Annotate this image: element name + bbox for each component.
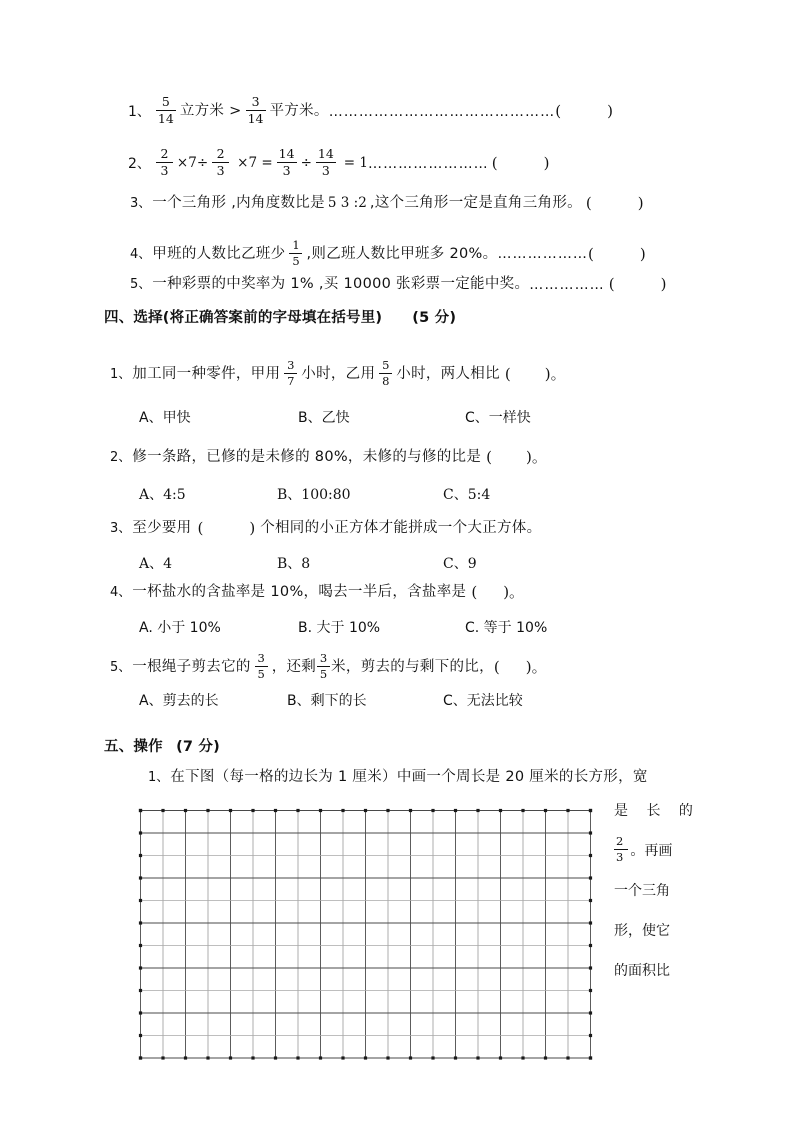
q5-text-a: 一根绳子剪去它的 [132, 659, 251, 676]
judge-item-4-answer-open: ( [588, 244, 594, 263]
judge-item-3-answer-open: ( [585, 194, 592, 212]
judge-item-3-text-b: ,这个三角形一定是直角三角形。 [369, 195, 582, 212]
judge-item-2 [128, 148, 550, 179]
judge-item-1-answer-open: ( [555, 102, 562, 120]
judge-item-1-text-a: 立方米 > [179, 103, 242, 120]
grid-svg [138, 808, 593, 1061]
section-four-q1 [110, 360, 566, 389]
judge-item-5-text: 一种彩票的中奖率为 1% ,买 10000 张彩票一定能中奖。 [152, 276, 530, 293]
fraction-5-8: $\frac{5}{8}$ [379, 359, 392, 388]
section-four-heading [104, 306, 456, 327]
q4-answer-open: ( [471, 583, 478, 601]
judge-item-2-op2: ×7 = [237, 154, 273, 171]
q4-text: 一杯盐水的含盐率是 10%，喝去一半后，含盐率是 [132, 584, 467, 601]
judge-item-3-ratio: 5 3 :2 [327, 194, 367, 211]
fraction-14-3-a: $\frac{14}{3}$ [278, 146, 295, 178]
fraction-3-14: $\frac{3}{14}$ [247, 94, 264, 126]
section-five-title: 五、操作 [104, 739, 163, 755]
q3-answer-open: ( [197, 519, 204, 537]
q2-option-c[interactable]: C、5:4 [443, 487, 491, 503]
q4-option-c[interactable]: C. 等于 10% [465, 620, 548, 636]
judge-item-5-answer-open: ( [608, 275, 615, 293]
section-five-points: (7 分) [176, 739, 220, 755]
q1-text-a: 加工同一种零件，甲用 [132, 366, 281, 383]
judge-item-5-answer-close: ) [660, 275, 667, 293]
section-five-q1 [148, 770, 648, 785]
q5-option-c[interactable]: C、无法比较 [443, 693, 523, 709]
judge-item-1-answer-close: ) [607, 102, 613, 120]
q2-number: 2、 [110, 450, 132, 465]
s5q1-text: 在下图（每一格的边长为 1 厘米）中画一个周长是 20 厘米的长方形，宽 [170, 769, 648, 785]
q2-text: 修一条路，已修的是未修的 80%，未修的与修的比是 [132, 449, 482, 466]
judge-item-2-op3: ÷ [300, 154, 312, 171]
judge-item-4-number: 4、 [130, 246, 152, 262]
side-line-2 [614, 830, 692, 870]
judge-item-2-answer-open: ( [491, 154, 498, 172]
q2-option-a[interactable]: A、4:5 [139, 487, 186, 503]
judge-item-5-leader: …………… [529, 277, 605, 292]
q3-option-c[interactable]: C、9 [443, 556, 477, 572]
q1-text-c: 小时，两人相比 [396, 366, 500, 383]
judge-item-2-leader: …………………… [367, 156, 489, 171]
side-line-3: 一个三角 [614, 883, 670, 899]
fraction-1-5: $\frac{1}{5}$ [289, 239, 302, 268]
q4-option-b[interactable]: B. 大于 10% [298, 620, 381, 636]
fraction-2-3: $\frac{2}{3}$ [616, 833, 627, 864]
q3-answer-close: ) [249, 519, 256, 537]
q3-text-b: 个相同的小正方体才能拼成一个大正方体。 [260, 520, 542, 537]
q2-answer-open: ( [486, 448, 492, 466]
q1-text-b: 小时，乙用 [301, 366, 376, 383]
judge-item-2-op4: = 1 [343, 154, 368, 171]
judge-item-1 [128, 96, 613, 127]
judge-item-3-text-a: 一个三角形 ,内角度数比是 [152, 195, 325, 212]
q1-option-b[interactable]: B、乙快 [298, 410, 350, 426]
q4-number: 4、 [110, 585, 132, 600]
s5q1-number: 1、 [148, 769, 170, 785]
side-line-5: 的面积比 [614, 963, 670, 979]
q3-number: 3、 [110, 521, 132, 536]
side-line-2-text: 。再画 [630, 843, 673, 859]
q3-option-a[interactable]: A、4 [139, 556, 173, 572]
judge-item-1-number: 1、 [128, 103, 151, 120]
judge-item-2-answer-close: ) [543, 154, 550, 172]
side-line-4: 形，使它 [614, 923, 670, 939]
judge-item-3 [130, 196, 644, 211]
section-four-title: 四、选择(将正确答案前的字母填在括号里) [104, 310, 383, 326]
section-four-q4 [110, 585, 524, 600]
q5-text-c: 米，剪去的与剩下的比， [331, 659, 494, 676]
q5-option-a[interactable]: A、剪去的长 [139, 693, 219, 709]
fraction-3-5-a: $\frac{3}{5}$ [255, 652, 268, 681]
fraction-5-14: $\frac{5}{14}$ [157, 94, 174, 126]
judge-item-4-leader: ……………… [497, 247, 589, 262]
fraction-2-3-a: $\frac{2}{3}$ [156, 147, 173, 178]
judge-item-4 [130, 240, 646, 269]
judge-item-1-text-b: 平方米。 [269, 103, 329, 120]
q1-answer-open: ( [504, 364, 511, 383]
q2-option-b[interactable]: B、100:80 [277, 487, 351, 503]
judge-item-4-text-b: ,则乙班人数比甲班多 20%。 [306, 246, 498, 263]
judge-item-4-text-a: 甲班的人数比乙班少 [152, 246, 286, 263]
judge-item-5-number: 5、 [130, 277, 152, 292]
q1-number: 1、 [110, 366, 132, 382]
q5-text-b: ，还剩 [271, 659, 317, 676]
judge-item-5 [130, 277, 666, 292]
section-five-heading [104, 735, 220, 756]
judge-item-4-answer-close: ) [639, 244, 646, 263]
fraction-3-5-b: $\frac{3}{5}$ [317, 652, 330, 681]
section-four-points: (5 分) [412, 310, 457, 326]
judge-item-1-leader: ……………………………………… [328, 104, 556, 119]
drawing-grid[interactable] [138, 808, 593, 1061]
q1-answer-close: )。 [544, 364, 566, 383]
section-four-q3 [110, 521, 541, 536]
q1-option-c[interactable]: C、一样快 [465, 410, 531, 426]
judge-item-3-number: 3、 [130, 196, 152, 211]
judge-item-3-answer-close: ) [637, 194, 644, 212]
side-text-column [614, 790, 700, 990]
fraction-3-7: $\frac{3}{7}$ [284, 359, 297, 388]
q4-option-a[interactable]: A. 小于 10% [139, 620, 221, 636]
q5-answer-open: ( [493, 657, 500, 676]
judge-item-2-number: 2、 [128, 155, 151, 172]
q3-text-a: 至少要用 [132, 520, 192, 537]
side-line-1: 是 长 的 [614, 803, 700, 819]
judge-item-2-op1: ×7÷ [176, 154, 209, 171]
q5-number: 5、 [110, 659, 132, 675]
section-four-q2 [110, 450, 547, 465]
q4-answer-close: )。 [503, 583, 525, 601]
fraction-2-3-b: $\frac{2}{3}$ [212, 147, 229, 178]
fraction-14-3-b: $\frac{14}{3}$ [317, 146, 334, 178]
q3-option-b[interactable]: B、8 [277, 556, 311, 572]
q2-answer-close: )。 [525, 448, 547, 466]
q5-option-b[interactable]: B、剩下的长 [287, 693, 367, 709]
q1-option-a[interactable]: A、甲快 [139, 410, 191, 426]
section-four-q5 [110, 653, 547, 682]
q5-answer-close: )。 [525, 657, 547, 676]
